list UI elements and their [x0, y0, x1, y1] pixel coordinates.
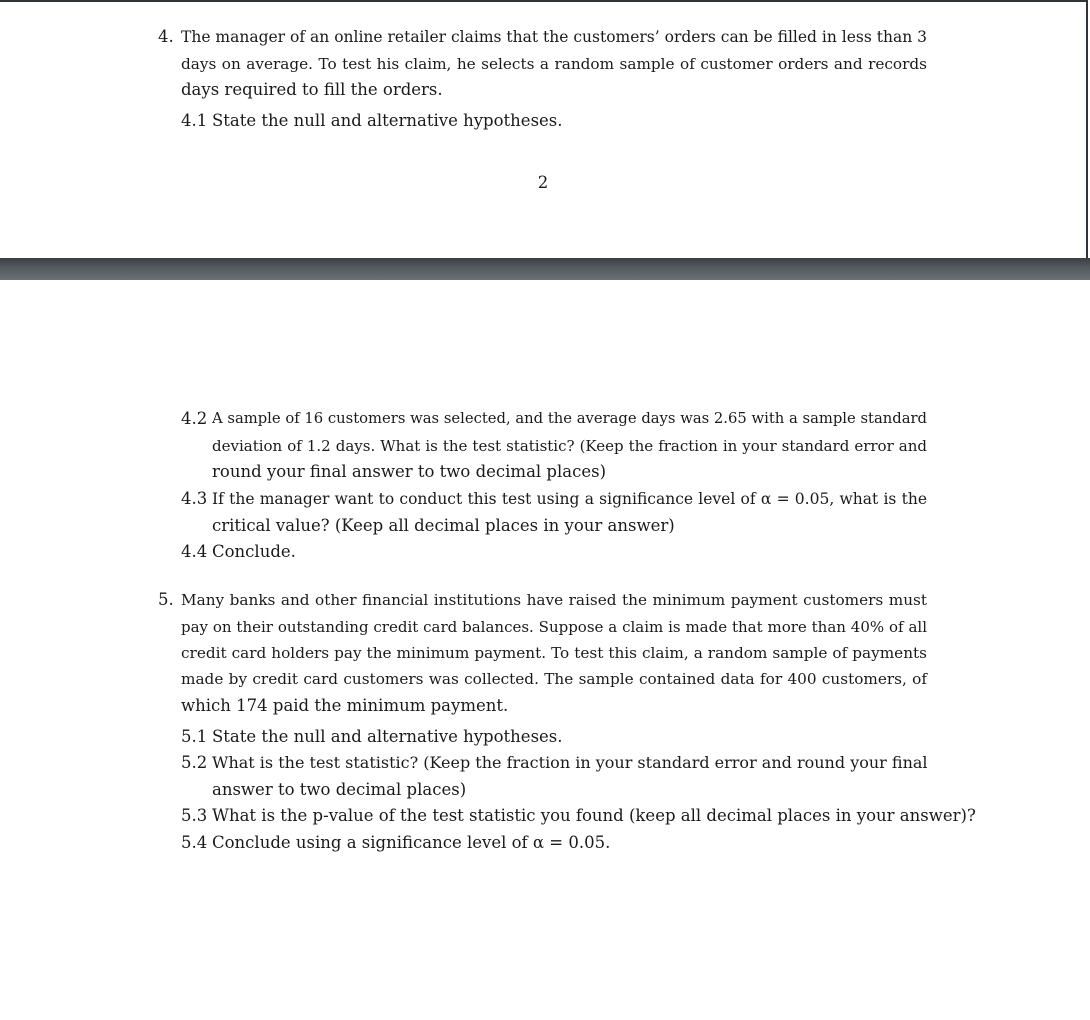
subquestion-4-1-text: State the null and alternative hypotheses.: [212, 111, 563, 130]
subquestion-4-2-number: 4.2: [181, 409, 208, 428]
question-5-line-4: made by credit card customers was collected. The sample contained data for 400 customers, of: [181, 670, 927, 688]
subquestion-4-2-line-2: deviation of 1.2 days. What is the test statistic? (Keep the fraction in your standard error and: [212, 437, 927, 455]
subquestion-5-2-line-2: answer to two decimal places): [212, 780, 467, 799]
question-4-line-3: days required to fill the orders.: [181, 80, 443, 99]
document-page-bottom: [0, 280, 1090, 1020]
page-number: 2: [537, 173, 549, 192]
question-4-number: 4.: [158, 27, 174, 46]
subquestion-5-1-text: State the null and alternative hypotheses.: [212, 727, 563, 746]
subquestion-5-4-text: Conclude using a significance level of α = 0.05.: [212, 833, 611, 852]
question-5-number: 5.: [158, 590, 174, 609]
question-5-line-3: credit card holders pay the minimum payment. To test this claim, a random sample of payments: [181, 644, 927, 662]
question-5-line-5: which 174 paid the minimum payment.: [181, 696, 509, 715]
document-page-top: [0, 0, 1088, 258]
question-4-line-2: days on average. To test his claim, he selects a random sample of customer orders and records: [181, 55, 927, 73]
question-5-line-1: Many banks and other financial institutions have raised the minimum payment customers must: [181, 591, 927, 609]
subquestion-4-1-number: 4.1: [181, 111, 208, 130]
subquestion-5-1-number: 5.1: [181, 727, 208, 746]
question-5-line-2: pay on their outstanding credit card balances. Suppose a claim is made that more than 40% of all: [181, 618, 927, 636]
subquestion-4-2-line-1: A sample of 16 customers was selected, and the average days was 2.65 with a sample standard: [212, 410, 927, 427]
subquestion-4-3-line-1: If the manager want to conduct this test using a significance level of α = 0.05, what is the: [212, 490, 927, 508]
subquestion-5-2-number: 5.2: [181, 753, 208, 772]
subquestion-4-4-text: Conclude.: [212, 542, 296, 561]
subquestion-5-3-number: 5.3: [181, 806, 208, 825]
subquestion-4-2-line-3: round your final answer to two decimal places): [212, 462, 607, 481]
subquestion-4-3-line-2: critical value? (Keep all decimal places in your answer): [212, 516, 675, 535]
subquestion-5-4-number: 5.4: [181, 833, 208, 852]
subquestion-4-3-number: 4.3: [181, 489, 208, 508]
question-4-line-1: The manager of an online retailer claims that the customers’ orders can be filled in less than 3: [181, 28, 927, 46]
subquestion-5-2-line-1: What is the test statistic? (Keep the fraction in your standard error and round your final: [212, 753, 928, 772]
page-separator: [0, 258, 1090, 280]
subquestion-4-4-number: 4.4: [181, 542, 208, 561]
subquestion-5-3-text: What is the p-value of the test statistic you found (keep all decimal places in your answer)?: [212, 806, 976, 825]
